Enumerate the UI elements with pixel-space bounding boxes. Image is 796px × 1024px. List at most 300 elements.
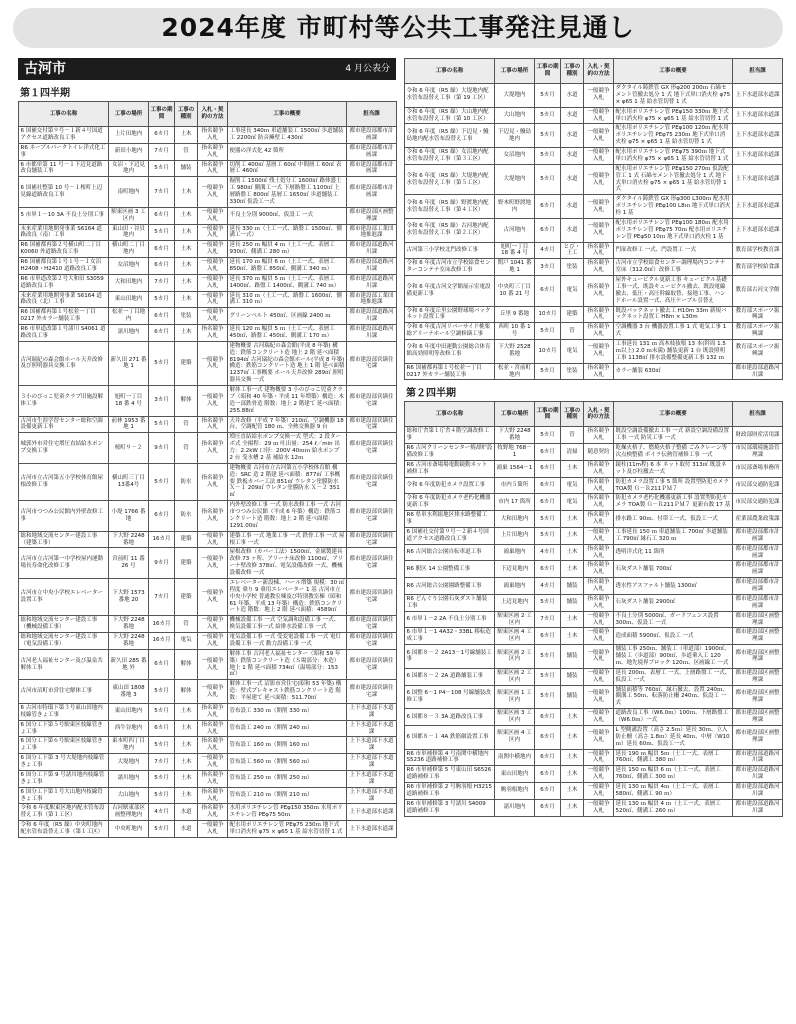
cell-loc: 関戸 1041 番地 1 [495, 259, 535, 276]
cell-desc: 天井改修（平成 7 年築）210㎡、空調機器 18 台、空調配管 180 ｍ、全熱交換器 9 台 [228, 416, 347, 433]
cell-name: R6 どんぐり公園石灰ダスト舗装工事 [405, 594, 495, 611]
cell-name: 古河市立古河第一中学校屋内運動場長寿命化改修工事 [19, 548, 109, 579]
cell-desc: 解体工事 古河老人福祉センター（昭和 59 年築）鉄筋コンクリート造（Ｓ場部分：木造）地上 1 階 延べ面積 734㎡（温場部分：153㎡） [228, 649, 347, 680]
cell-type: 土木 [175, 754, 198, 771]
cell-period: 16カ月 [149, 616, 175, 633]
cell-desc: 既設バックネット撤去工 H10m 33m 新規バックネット設置工 H8m × L30m [614, 306, 733, 323]
cell-period: 6カ月 [535, 561, 561, 578]
cell-period: 7カ月 [149, 754, 175, 771]
cell-method: 一般競争入札 [198, 616, 228, 633]
cell-period: 5カ月 [149, 703, 175, 720]
cell-loc: 鴻巣地内 [495, 578, 535, 595]
cell-loc: 松並・宮前町地内 [495, 363, 535, 380]
cell-loc: 女沼地内 [109, 258, 149, 275]
cell-desc: 建物概要 古河瑞紀の森会館(平成 8 年築) 構造：鉄筋コンクリート造 地上 2 階 延べ面積 8194㎡ 古河瑞紀の森会館ホール(平成 8 年築) 構造：鉄筋コンクリート造 地上 1 階 延べ面積 1237㎡ 工事概要 ホール天井改修 289㎡ 照明器具交換 一式 [228, 341, 347, 385]
column-header: 担当課 [347, 102, 397, 127]
cell-method: 一般競争入札 [198, 633, 228, 650]
cell-desc: 管布設工 330 ｍ（開削 330 ｍ） [228, 703, 347, 720]
cell-period: 6カ月 [149, 258, 175, 275]
cell-desc: 防犯カメラ設置工事 5 箇所 設置型防犯カメラ TOA製 Ｇ－Ｒ211ＰＭ７ [614, 477, 733, 494]
quarter-heading-q1: 第１四半期 [20, 88, 70, 99]
cell-method: 指名競争入札 [198, 143, 228, 160]
cell-loc: 市内 17 箇所 [495, 494, 535, 511]
cell-name: 令和 6 年度丘里公園野球場バックネット設置工事 [405, 306, 495, 323]
table-row [19, 308, 397, 325]
column-header: 工事の名称 [19, 102, 109, 127]
cell-loc: 駅東区画 3 工区内 [495, 709, 535, 726]
cell-loc: 野木町野渡地内 [495, 195, 535, 219]
table-row [405, 84, 783, 108]
table-row [19, 160, 397, 177]
cell-period: 5カ月 [149, 787, 175, 804]
cell-dept: 都市建設部道路河川課 [347, 308, 397, 325]
cell-method: 指名競争入札 [584, 511, 614, 528]
cell-period: 6カ月 [535, 766, 561, 783]
cell-type: 土木 [175, 770, 198, 787]
cell-method: 一般競争入札 [198, 274, 228, 291]
cell-loc: 東山田地内 [495, 766, 535, 783]
cell-loc: 諸川地内 [109, 770, 149, 787]
cell-name: 6 国補社整第 10 号－１桜町上辺見線道路改良工事 [19, 177, 109, 208]
cell-name: 令和 6 年度（R5 繰）古河地内配水管布設替え工事（第２工区） [405, 218, 495, 242]
cell-period: 5カ月 [149, 770, 175, 787]
cell-desc: 機械設備工事 一式 空気調和設備工事 一式、換気設備工事一式 給排水設備工事 一式 [228, 616, 347, 633]
cell-period: 3カ月 [149, 386, 175, 417]
cell-dept: 都市建設部道路河川課 [733, 363, 783, 380]
cell-type: 土木 [175, 177, 198, 208]
cell-name: 令和 6 年度（R5 繰）大堤地内配水管布設替え工事（第 19 工区） [405, 84, 495, 108]
cell-desc: 工事延長 340ｍ 車道舗装工 1500㎡ 歩道舗装工 2200㎡ 防音擁壁工 430㎡ [228, 127, 347, 144]
cell-desc: 空調機器 3 台 機器設置工事 1 式 電気工事 1 式 [614, 323, 733, 340]
cell-dept: 市民部斎場事務所 [733, 460, 783, 477]
table-row [405, 340, 783, 364]
cell-type: 防水 [175, 463, 198, 500]
table-row [405, 195, 783, 219]
municipality-header [18, 58, 396, 80]
cell-period: 5カ月 [149, 821, 175, 838]
cell-method: 一般競争入札 [198, 308, 228, 325]
table-row [405, 766, 783, 783]
cell-dept: 都市建設部区画整理課 [733, 709, 783, 726]
table-row [405, 594, 783, 611]
cell-loc: 駒羽根地内 [495, 783, 535, 800]
cell-desc: 道路改良工事（W6.0ｍ）100ｍ、下層路盤工（W6.0ｍ）一式 [614, 709, 733, 726]
table-row [19, 386, 397, 417]
table-row [19, 770, 397, 787]
cell-method: 指名競争入札 [584, 594, 614, 611]
table-row [19, 821, 397, 838]
cell-loc: 女沼・下辺見地内 [109, 160, 149, 177]
cell-name: 令和 6 年度防犯カメラ老朽化機器更新工事 [405, 494, 495, 511]
cell-method: 一般競争入札 [198, 821, 228, 838]
table-row [405, 799, 783, 816]
cell-name: 6 国補社交付第９号－２新４号国道アクセス道路改良工事 [405, 527, 495, 544]
cell-period: 3カ月 [535, 259, 561, 276]
cell-method: 指名競争入札 [198, 433, 228, 464]
table-row [19, 649, 397, 680]
column-header: 工事の期間 [149, 102, 175, 127]
cell-dept: 上下水道部下水道課 [347, 703, 397, 720]
column-header: 入札・契約の方法 [584, 59, 614, 84]
cell-dept: 教育部スポーツ振興課 [733, 323, 783, 340]
cell-type: 土木 [561, 527, 584, 544]
cell-type: 土木 [561, 783, 584, 800]
cell-desc: 解体工事一式 建物概要 3 小のびっこ児童クラブ（昭和 40 年築・平成 11 年増築）構造：木造一部鉄骨造 階数：地上 2 階建て 延べ面積：255.88㎡ [228, 386, 347, 417]
cell-method: 一般競争入札 [198, 207, 228, 224]
cell-method: 随意契約 [584, 444, 614, 461]
cell-method: 一般競争入札 [584, 527, 614, 544]
cell-name: 6 国都８－３ 3A 道路改良工事 [405, 709, 495, 726]
cell-period: 5カ月 [535, 323, 561, 340]
cell-name: 令和 6 年度（R5 繰）下辺見・鰻島地内配水管布設替え工事 [405, 124, 495, 148]
table-row [19, 787, 397, 804]
table-row [405, 323, 783, 340]
cell-dept: 都市建設部営繕住宅課 [347, 433, 397, 464]
cell-desc: 管布設工 210 ｍ（開削 210 ｍ） [228, 787, 347, 804]
cell-type: 土木 [561, 749, 584, 766]
cell-method: 一般競争入札 [584, 611, 614, 628]
cell-loc: 駅東区画 2 工区内 [495, 645, 535, 669]
cell-type: 建築 [175, 341, 198, 385]
cell-type: 舗装 [561, 578, 584, 595]
cell-name: 古河市生涯学習センター総和空調設備更新工事 [19, 416, 109, 433]
cell-dept: 上下水道部水道課 [733, 84, 783, 108]
cell-loc: 東山田地内 [109, 291, 149, 308]
cell-type: 水道 [561, 218, 584, 242]
cell-desc: 工事延長 131 ｍ 高木枝抜根 13 本(幹周 1.5 ｍ以上) 2.0 ｍ未満) 舗装更新 1 台 既設照明工事 1138㎡ 排水設備整備更新工事 132 ｍ [614, 340, 733, 364]
cell-dept: 都市建設部営繕住宅課 [347, 416, 397, 433]
cell-desc: 造成面積 5900㎡、仮設工 一式 [614, 628, 733, 645]
cell-loc: 南関中横地内 [495, 749, 535, 766]
cell-period: 6カ月 [535, 709, 561, 726]
cell-type: 水道 [561, 148, 584, 165]
cell-loc: 前林 1953 番地 1 [109, 416, 149, 433]
cell-name: 令和 6 年度古河リバーサイド桃栗総アリーナホール空調修繕工事 [405, 323, 495, 340]
cell-name: R6 市単補修第 4 号南関中横地内 S5236 道路補修工事 [405, 749, 495, 766]
cell-method: 一般競争入札 [584, 709, 614, 726]
cell-type: 土木 [561, 725, 584, 749]
cell-dept: 教育部スポーツ振興課 [733, 340, 783, 364]
cell-period: 6カ月 [535, 799, 561, 816]
cell-dept: 都市建設部道路河川課 [347, 325, 397, 342]
table-row [405, 218, 783, 242]
cell-period: 6カ月 [535, 444, 561, 461]
cell-dept: 都市建設部営繕住宅課 [347, 463, 397, 500]
cell-loc: 上辺見地内 [495, 594, 535, 611]
cell-desc: 石灰ダスト舗装 2900㎡ [614, 594, 733, 611]
cell-type: 土木 [561, 799, 584, 816]
cell-name: R6 県単水利組地区排水路整備工事 [405, 511, 495, 528]
table-row [19, 720, 397, 737]
cell-name: 6 国都８－１ 4A 鉄筋網設置工事 [405, 725, 495, 749]
cell-period: 5カ月 [535, 107, 561, 124]
cell-type: 水道 [561, 124, 584, 148]
column-header: 担当課 [733, 59, 783, 84]
cell-method: 指名競争入札 [584, 363, 614, 380]
cell-type: 管 [175, 416, 198, 433]
cell-period: 5カ月 [535, 527, 561, 544]
cell-method: 一般競争入札 [584, 164, 614, 195]
cell-dept: 都市建設部都市計画課 [733, 544, 783, 561]
cell-period: 5カ月 [149, 680, 175, 704]
cell-period: 9カ月 [149, 433, 175, 464]
cell-loc: 丘里 9 番地 [495, 306, 535, 323]
cell-dept: 教育部学校給食課 [733, 259, 783, 276]
cell-name: 6 国分工下第１号大山地内枝線管きょ工事 [19, 787, 109, 804]
cell-period: 6カ月 [535, 460, 561, 477]
cell-method: 指名競争入札 [584, 242, 614, 259]
cell-period: 6カ月 [535, 218, 561, 242]
table-row [19, 224, 397, 241]
cell-dept: 都市建設部道路河川課 [347, 258, 397, 275]
cell-type: 解体 [175, 649, 198, 680]
cell-dept: 都市建設部営繕住宅課 [347, 548, 397, 579]
table-row [19, 804, 397, 821]
table-row [19, 501, 397, 532]
cell-desc: 延長 120 ｍ 幅員 5 ｍ（土工一式、表層工 450㎡、路盤工 450㎡、側溝工 170 ｍ） [228, 325, 347, 342]
works-table-left [18, 101, 397, 838]
cell-period: 6カ月 [535, 725, 561, 749]
cell-dept: 都市建設部営繕住宅課 [347, 649, 397, 680]
cell-type: 水道 [561, 84, 584, 108]
column-header: 工事の場所 [495, 59, 535, 84]
cell-type: 防水 [175, 501, 198, 532]
cell-period: 7カ月 [535, 611, 561, 628]
cell-method: 一般競争入札 [198, 531, 228, 548]
cell-loc: 女沼地内 [495, 148, 535, 165]
cell-method: 一般競争入札 [198, 341, 228, 385]
right-column [404, 58, 782, 817]
cell-dept: 都市建設部都市計画課 [733, 594, 783, 611]
cell-dept: 上下水道部水道課 [733, 124, 783, 148]
cell-method: 一般競争入札 [584, 218, 614, 242]
cell-loc: 古河駅東部区画整理地内 [109, 804, 149, 821]
table-row [405, 561, 783, 578]
table-row [19, 207, 397, 224]
table-row [405, 164, 783, 195]
cell-type: 土木 [561, 460, 584, 477]
cell-method: 一般競争入札 [584, 766, 614, 783]
cell-type: 水道 [561, 107, 584, 124]
cell-loc: 駅東区画 3 工区内 [109, 207, 149, 224]
column-header: 工事の期間 [535, 402, 561, 427]
cell-name: R6 国補都良第１号１号－１女沼 H2408・H2410 道路改良工事 [19, 258, 109, 275]
cell-loc: 下大野 2248 番地 [495, 427, 535, 444]
cell-desc: 石灰ダスト舗装 700㎡ [614, 561, 733, 578]
cell-desc: L 型側溝設置（高さ 2.5ｍ）延長 30ｍ、立入防止柵（高さ 1.8ｍ）延長 40ｍ、中層（W10ｍ）延長 60ｍ、仮設工一式 [614, 725, 733, 749]
cell-dept: 都市建設部区画整理課 [733, 645, 783, 669]
cell-method: 指名競争入札 [198, 770, 228, 787]
cell-name: 6 古河市特環下第３号東山田地内枝線管きょ工事 [19, 703, 109, 720]
table-row [405, 749, 783, 766]
cell-dept: 上下水道部水道課 [733, 218, 783, 242]
cell-period: 6カ月 [149, 649, 175, 680]
cell-dept: 教育部スポーツ振興課 [733, 306, 783, 323]
table-row [405, 725, 783, 749]
cell-name: 6 国分工下第 3 号大堤地内枝線管きょ工事 [19, 754, 109, 771]
table-row [19, 341, 397, 385]
cell-type: 塗装 [561, 363, 584, 380]
cell-method: 一般競争入札 [584, 645, 614, 669]
cell-period: 5カ月 [535, 645, 561, 669]
cell-loc: 大堤地内 [495, 84, 535, 108]
cell-loc: 駅東区画 4 工区内 [495, 628, 535, 645]
cell-dept: 都市建設部道路河川課 [733, 749, 783, 766]
cell-dept: 上下水道部水道課 [733, 107, 783, 124]
cell-method: 指名競争入札 [584, 460, 614, 477]
cell-desc: 延長 190 ｍ 幅員 5ｍ（土工一式、表層工 760㎡、側溝工 380 ｍ） [614, 749, 733, 766]
cell-loc: 駅東区画 2 工区内 [495, 668, 535, 685]
cell-loc: 東山田 1808 番地 3 [109, 680, 149, 704]
cell-type: 水道 [175, 821, 198, 838]
cell-method: 指名競争入札 [584, 276, 614, 307]
cell-method: 一般競争入札 [198, 258, 228, 275]
table-row [405, 645, 783, 669]
cell-dept: 都市建設部道路河川課 [733, 783, 783, 800]
cell-method: 一般競争入札 [584, 685, 614, 709]
column-header: 工事の概要 [228, 102, 347, 127]
cell-period: 4カ月 [535, 578, 561, 595]
cell-loc: 旭町一丁目 18 番 4 号 [109, 386, 149, 417]
cell-name: 令和 6 年度（R5 繰）女沼地内配水管布設替え工事（第３工区） [405, 148, 495, 165]
cell-name: 総和庁舎第１庁舎４階空調改修工事 [405, 427, 495, 444]
cell-name: R6 古河総合公園自転車道工事 [405, 544, 495, 561]
cell-dept: 財政部財産活用課 [733, 427, 783, 444]
cell-type: 舗装 [175, 160, 198, 177]
cell-method: 指名競争入札 [198, 703, 228, 720]
cell-type: 建築 [561, 306, 584, 323]
cell-period: 5カ月 [149, 416, 175, 433]
cell-type: 建築 [175, 531, 198, 548]
cell-method: 一般競争入札 [584, 799, 614, 816]
cell-type: 土木 [175, 737, 198, 754]
cell-method: 指名競争入札 [584, 578, 614, 595]
cell-name: 総和地域交流センター建設工事（機械設備工事） [19, 616, 109, 633]
cell-loc: 中央町三丁目 10 番 21 号 [495, 276, 535, 307]
cell-name: 総和地域交流センター建設工事（建築工事） [19, 531, 109, 548]
cell-desc: 延長 200ｍ、表層工 一式、上層路盤工 一式、仮設工 一式 [614, 668, 733, 685]
cell-desc: 管布設工 160 ｍ（開削 160 ｍ） [228, 737, 347, 754]
cell-method: 一般競争入札 [198, 754, 228, 771]
cell-method: 一般競争入札 [584, 783, 614, 800]
cell-loc: 下辺見地内 [495, 561, 535, 578]
cell-method: 一般競争入札 [584, 340, 614, 364]
cell-method: 指名競争入札 [198, 720, 228, 737]
cell-desc: 配水用ポリエチレン管 PEφ75 230ｍ 地下式単口消火栓 φ75 × φ65 1 基 給水管切替 1 式 [228, 821, 347, 838]
cell-loc: 西牛谷地内 [109, 720, 149, 737]
cell-method: 一般競争入札 [198, 224, 228, 241]
cell-dept: 都市建設部都市計画課 [347, 177, 397, 208]
cell-type: 解体 [175, 680, 198, 704]
cell-dept: 都市建設部区画整理課 [733, 685, 783, 709]
table-row [19, 127, 397, 144]
cell-method: 一般競争入札 [584, 749, 614, 766]
cell-dept: 上下水道部水道課 [733, 148, 783, 165]
cell-loc: 諸川地内 [495, 799, 535, 816]
cell-period: 5カ月 [149, 737, 175, 754]
column-header: 工事の期間 [535, 59, 561, 84]
cell-loc: 東山田地内 [109, 703, 149, 720]
left-column [18, 58, 396, 838]
cell-dept: 上下水道部水道課 [733, 195, 783, 219]
cell-desc: 排水路工 90ｍ、付帯工一式、仮設工一式 [614, 511, 733, 528]
cell-desc: 配水用ポリエチレン管 PEφ75 390ｍ 地下式単口消火栓 φ75 × φ65 1 基 給水管切替 1 式 [614, 148, 733, 165]
cell-type: 電気 [561, 340, 584, 364]
cell-period: 10カ月 [535, 306, 561, 323]
quarter-heading-q2: 第２四半期 [406, 388, 456, 400]
cell-dept: 市民部交通防犯課 [733, 477, 783, 494]
cell-name: 令和 6 年度（R5 繰）大山地内配水管布設替え工事（第 10 工区） [405, 107, 495, 124]
cell-type: 舗装 [561, 668, 584, 685]
cell-name: 令和 6 年度（R5 繰）野渡地内配水管布設替え工事（第４工区） [405, 195, 495, 219]
cell-desc: 配水用ポリエチレン管 PEφ100 120ｍ 配水用ポリエチレン管 PEφ75 230ｍ 地下式単口消火栓 φ75 × φ65 1 基 給水管切替 1 式 [614, 124, 733, 148]
cell-desc: 不良土分別 5000㎡、ガードフェンス設置 300ｍ、仮設工 一式 [614, 611, 733, 628]
table-row [19, 143, 397, 160]
cell-name: 古河市沼町市営住宅解体工事 [19, 680, 109, 704]
table-row [405, 709, 783, 726]
cell-loc: 駅東区画 2 工区内 [495, 611, 535, 628]
table-row [19, 616, 397, 633]
cell-period: 5カ月 [535, 511, 561, 528]
cell-period: 6カ月 [149, 325, 175, 342]
cell-method: 指名競争入札 [198, 804, 228, 821]
cell-dept: 市民部環境施設管理課 [733, 444, 783, 461]
page-title: 2024年度 市町村等公共工事発注見通し [13, 8, 783, 48]
cell-type: 建築 [175, 578, 198, 615]
cell-desc: 電気設備工事 一式 受変電設備工事 一式 電灯設備工事 一式 動力設備工事 一式 [228, 633, 347, 650]
cell-dept: 都市建設部営繕住宅課 [347, 531, 397, 548]
cell-desc: カラー舗装 630㎡ [614, 363, 733, 380]
cell-period: 7カ月 [149, 177, 175, 208]
cell-period: 4カ月 [535, 242, 561, 259]
cell-type: 土木 [175, 207, 198, 224]
cell-period: 6カ月 [149, 127, 175, 144]
cell-period: 16カ月 [149, 531, 175, 548]
cell-type: 建築 [175, 548, 198, 579]
cell-method: 指名競争入札 [584, 323, 614, 340]
cell-method: 一般競争入札 [198, 680, 228, 704]
cell-dept: 上下水道部下水道課 [347, 787, 397, 804]
cell-period: 6カ月 [535, 749, 561, 766]
cell-desc: 管布設工 250 ｍ（開削 250 ｍ） [228, 770, 347, 787]
cell-loc: 上片田地内 [109, 127, 149, 144]
table-row [19, 325, 397, 342]
cell-type: 塗装 [175, 308, 198, 325]
cell-desc: 延長 130 ｍ 幅員 4 ｍ（土工一式、表層工 520㎡、側溝工 260 ｍ） [614, 799, 733, 816]
table-row [405, 578, 783, 595]
table-row [19, 177, 397, 208]
cell-method: 一般競争入札 [584, 628, 614, 645]
announcement-label: 4 月公表分 [345, 64, 390, 74]
cell-loc: 下大野 2248 番地 [109, 633, 149, 650]
cell-loc: 新久田 271 番地 1 [109, 341, 149, 385]
cell-period: 5カ月 [149, 160, 175, 177]
cell-method: 一般競争入札 [198, 386, 228, 417]
cell-dept: 上下水道部水道課 [733, 164, 783, 195]
cell-dept: 都市建設部営繕住宅課 [347, 341, 397, 385]
cell-name: 6 国都８－２ 2A 道路舗装工事 [405, 668, 495, 685]
cell-period: 5カ月 [149, 224, 175, 241]
cell-loc: 大山地内 [109, 787, 149, 804]
cell-desc: 古河市立学校給食センター調理場内コンテナ室床（312.0㎡）改修工事 [614, 259, 733, 276]
table-row [405, 628, 783, 645]
cell-name: 総和地域交流センター建設工事（電気設備工事） [19, 633, 109, 650]
cell-type: 管 [175, 616, 198, 633]
cell-dept: 都市建設部道路河川課 [733, 766, 783, 783]
cell-desc: 舗装工事 250ｍ、舗装工（車道部）1900㎡、舗装工（歩道部）900㎡、歩道乗入工 120ｍ、地先境界ブロック 120ｍ、区画線工 一式 [614, 645, 733, 669]
cell-loc: 駅東区画 4 工区内 [495, 725, 535, 749]
cell-name: 令和 6 年度中田運動公園総合体育館高効照明等改修工事 [405, 340, 495, 364]
